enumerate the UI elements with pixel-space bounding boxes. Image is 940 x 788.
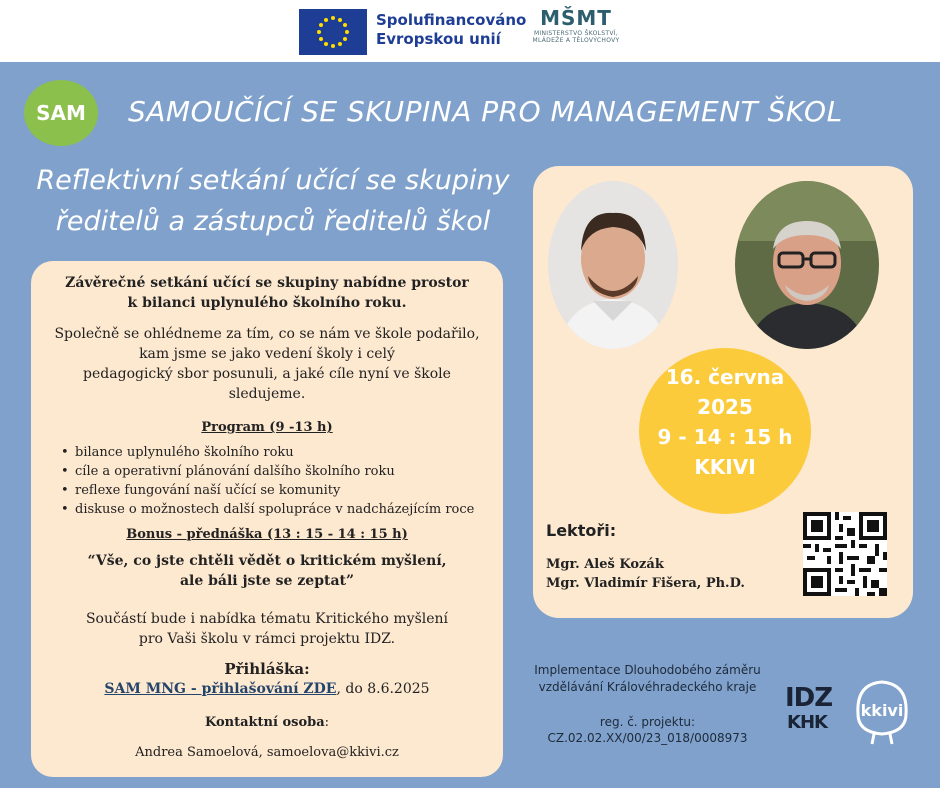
event-info-card	[31, 261, 503, 777]
critical-thinking-offer	[49, 609, 485, 649]
lecturer-1-photo	[548, 181, 678, 349]
event-date-circle	[639, 348, 811, 514]
registration-link[interactable]: SAM MNG - přihlašování ZDE	[104, 681, 337, 697]
qr-code-icon[interactable]	[803, 512, 887, 596]
quote-line-1: “Vše, co jste chtěli vědět o kritickém myšlení,	[87, 553, 447, 569]
lecture-title	[49, 551, 485, 591]
program-title: Program (9 -13 h)	[201, 420, 333, 435]
event-date: 16. června	[665, 365, 785, 389]
event-time: 9 - 14 : 15 h	[657, 425, 793, 449]
idz-logo-line-2: KHK	[787, 712, 827, 733]
list-item: • reflexe fungování naší učící se komunity	[61, 481, 485, 500]
quote-line-2: ale báli jste se zeptat”	[179, 573, 355, 589]
list-item: • diskuse o možnostech další spolupráce v nadcházejícím roce	[61, 500, 485, 519]
eu-line-2: Evropskou unií	[376, 30, 501, 48]
sam-badge: SAM	[24, 80, 98, 146]
impl-line-1: Implementace Dlouhodobého záměru	[534, 663, 761, 677]
intro-text	[49, 273, 485, 313]
lecturers-title: Lektoři:	[546, 521, 617, 540]
lecturer-1-name: Mgr. Aleš Kozák	[546, 557, 664, 572]
msmt-line-1: MINISTERSTVO ŠKOLSTVÍ,	[533, 30, 619, 37]
msmt-logo	[528, 6, 624, 58]
subtitle-line-1: Reflektivní setkání učící se skupiny	[36, 165, 510, 196]
idz-khk-logo	[785, 683, 833, 744]
kkivi-logo-text: kkivi	[860, 701, 904, 720]
lecturer-2-name: Mgr. Vladimír Fišera, Ph.D.	[546, 576, 745, 591]
desc-line-3: pedagogický sbor posunuli, a jaké cíle nyní ve škole	[83, 366, 451, 382]
top-logo-bar	[0, 0, 940, 62]
intro-line-2: k bilanci uplynulého školního roku.	[127, 295, 407, 311]
offer-line-1: Součástí bude i nabídka tématu Kritického myšlení	[85, 611, 449, 627]
idz-logo-line-1: IDZ	[785, 683, 833, 713]
registration-row	[49, 679, 485, 699]
eu-cofinanced-text	[376, 11, 526, 49]
eu-flag-icon	[299, 9, 367, 55]
desc-line-4: sledujeme.	[228, 386, 306, 402]
list-item: • bilance uplynulého školního roku	[61, 443, 485, 462]
contact-info: Andrea Samoelová, samoelova@kkivi.cz	[135, 745, 399, 760]
msmt-line-2: MLÁDEŽE A TĚLOVÝCHOVY	[532, 37, 620, 44]
impl-line-2: vzdělávání Královéhradeckého kraje	[538, 680, 757, 694]
project-number-value: CZ.02.02.XX/00/23_018/0008973	[547, 731, 748, 745]
contact-label-text: Kontaktní osoba	[204, 715, 325, 730]
project-number	[520, 714, 775, 746]
implementation-text	[520, 662, 775, 696]
contact-label-colon: :	[324, 715, 330, 730]
subtitle-line-2: ředitelů a zástupců ředitelů škol	[55, 206, 491, 237]
event-subtitle	[34, 160, 512, 242]
bonus-title: Bonus - přednáška (13 : 15 - 14 : 15 h)	[126, 527, 408, 542]
intro-line-1: Závěrečné setkání učící se skupiny nabídne prostor	[65, 275, 469, 291]
msmt-logo-mark: MŠMT	[540, 6, 612, 30]
kkivi-logo-icon	[850, 676, 914, 748]
description-text	[49, 324, 485, 404]
offer-line-2: pro Vaši školu v rámci projektu IDZ.	[138, 631, 396, 647]
desc-line-1: Společně se ohlédneme za tím, co se nám ve škole podařilo,	[54, 326, 480, 342]
eu-line-1: Spolufinancováno	[376, 11, 527, 29]
event-year: 2025	[697, 395, 753, 419]
event-place: KKIVI	[694, 455, 756, 479]
lecturers-card	[533, 166, 913, 618]
list-item: • cíle a operativní plánování dalšího školního roku	[61, 462, 485, 481]
desc-line-2: kam jsme se jako vedení školy i celý	[139, 346, 395, 362]
program-list	[61, 443, 485, 519]
page-title: SAMOUČÍCÍ SE SKUPINA PRO MANAGEMENT ŠKOL	[128, 95, 843, 128]
lecturer-2-photo	[735, 181, 879, 349]
contact-label	[49, 713, 485, 733]
registration-label: Přihláška:	[224, 660, 310, 678]
project-number-label: reg. č. projektu:	[599, 715, 696, 729]
registration-deadline: , do 8.6.2025	[336, 681, 430, 697]
